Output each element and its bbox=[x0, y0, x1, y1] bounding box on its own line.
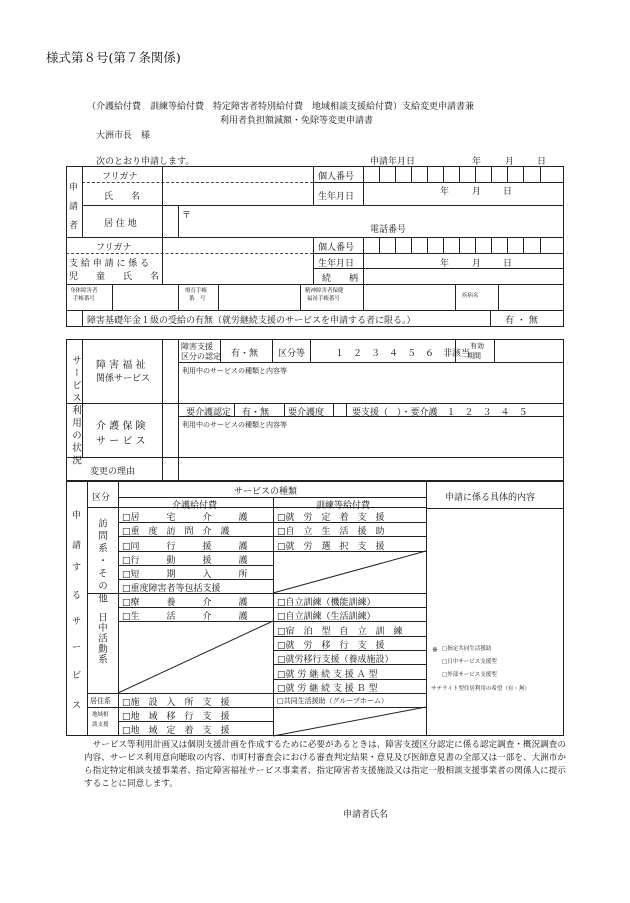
care-in-use-label: 利用中のサービスの種類と内容等 bbox=[182, 421, 287, 429]
support-levels: １ ２ ３ ４ ５ ６ 非該当 bbox=[335, 349, 471, 359]
physical-handbook-label-2: 手帳番号 bbox=[73, 296, 96, 302]
usage-side-label: サービス利用の状況 bbox=[70, 355, 81, 468]
continued-employment-a-checkbox[interactable]: □就 労 継 続 支 援 Ａ 型 bbox=[277, 670, 378, 680]
valid-period-label-2: 期間 bbox=[467, 352, 481, 360]
residence-group-label: 居住系 bbox=[90, 697, 111, 705]
care-levels: 要支援（ ）・要介護 １ ２ ３ ４ ５ bbox=[352, 408, 528, 418]
child-dob-label: 生年月日 bbox=[318, 259, 355, 269]
phone-label: 電話番号 bbox=[370, 225, 407, 235]
welfare-label-1: 障 害 福 祉 bbox=[96, 360, 146, 371]
change-reason-label: 変更の理由 bbox=[90, 467, 136, 477]
mental-handbook-label-1: 精神障害者保健 bbox=[305, 288, 344, 294]
services-side-1: 申 bbox=[72, 511, 82, 521]
valid-period-label-1: 有効 bbox=[470, 342, 484, 350]
rehab-handbook-label-1: 療育手帳 bbox=[185, 288, 208, 294]
life-training-checkbox[interactable]: □自立訓練（生活訓練） bbox=[277, 612, 376, 622]
pension-yes-no: 有 ・ 無 bbox=[505, 316, 538, 326]
child-furigana-label: フリガナ bbox=[96, 243, 132, 253]
care-cert-label: 要介護認定 bbox=[186, 408, 232, 418]
services-side-7: ビ bbox=[72, 671, 82, 681]
accompany-support-checkbox[interactable]: □同 行 援 護 bbox=[122, 542, 248, 552]
community-group-label-1: 地域相 bbox=[92, 712, 109, 718]
applicant-furigana-label: フリガナ bbox=[102, 172, 138, 182]
applicant-side-2: 請 bbox=[69, 202, 79, 212]
community-settlement-checkbox[interactable]: □地 域 定 着 支 援 bbox=[122, 726, 230, 736]
support-cert-yes-no: 有・無 bbox=[231, 349, 259, 359]
employment-transition-training-checkbox[interactable]: □就労移行支援（養成施設） bbox=[277, 655, 394, 665]
service-type-header: サービスの種類 bbox=[234, 487, 298, 497]
app-month: 月 bbox=[505, 157, 515, 167]
form-title-line2: 利用者負担額減額・免除等変更申請書 bbox=[220, 116, 374, 126]
home-care-checkbox[interactable]: □居 宅 介 護 bbox=[122, 513, 248, 523]
services-side-2: 請 bbox=[72, 541, 82, 551]
visit-group-label: 訪問系・その他 bbox=[96, 518, 107, 606]
services-side-6: ー bbox=[72, 643, 82, 653]
severe-visit-care-checkbox[interactable]: □重 度 訪 問 介 護 bbox=[122, 527, 230, 537]
physical-handbook-label-1: 身体障害者 bbox=[70, 288, 98, 294]
application-date-label: 申請年月日 bbox=[370, 157, 416, 167]
care-degree-label: 要介護度 bbox=[288, 408, 325, 418]
form-title-line1: （介護給付費 訓練等給付費 特定障害者特別給付費 地域相談支援給付費）支給変更申請書兼 bbox=[87, 102, 475, 112]
specifics-header: 申請に係る具体的内容 bbox=[445, 493, 536, 503]
day-group-label: 日中活動系 bbox=[96, 612, 107, 665]
signature-label: 申請者氏名 bbox=[343, 810, 389, 820]
care-insurance-label-1: 介 護 保 険 bbox=[96, 421, 146, 432]
division-header: 区分 bbox=[92, 493, 111, 503]
applicant-address-label: 居 住 地 bbox=[104, 219, 137, 229]
child-personal-no-label: 個人番号 bbox=[318, 243, 355, 253]
app-day: 日 bbox=[537, 157, 547, 167]
employment-transition-checkbox[interactable]: □就 労 移 行 支 援 bbox=[277, 641, 385, 651]
welfare-label-2: 関係サービス bbox=[96, 374, 151, 384]
services-side-3: す bbox=[72, 563, 82, 573]
community-transition-checkbox[interactable]: □地 域 移 行 支 援 bbox=[122, 712, 230, 722]
mental-handbook-label-2: 福祉手帳番号 bbox=[307, 296, 341, 302]
child-dob-day: 日 bbox=[503, 259, 513, 269]
satellite-preference: サテライト型住居利用の希望（有・無） bbox=[431, 686, 530, 692]
group-home-checkbox[interactable]: □共同生活援助（グループホーム） bbox=[277, 697, 389, 705]
daytime-gh-checkbox[interactable]: □日中サービス支援型 bbox=[442, 659, 497, 665]
consent-statement: サービス等利用計画又は個別支援計画を作成するために必要があるときは、障害支援区分認定に係る認定調査・概況調査の内容、サービス利用意向聴取の内容、市町村審査会における審査判定結果・意見及び医師意見書の全部又は一部を、大洲市から指定特定相談支援事業者、指定障害福祉サービス事業者、指定障害者支援施設又は指定一般相談支援事業者の関係人に提示することに同意します。 bbox=[84, 740, 566, 789]
applicant-side-1: 申 bbox=[69, 183, 79, 193]
designated-gh-checkbox[interactable]: □指定共同生活援助 bbox=[442, 646, 492, 652]
child-name-label-2: 児 童 氏 名 bbox=[69, 272, 160, 282]
comprehensive-support-checkbox[interactable]: □重度障害者等包括支援 bbox=[122, 584, 221, 594]
addressee: 大洲市長 様 bbox=[96, 131, 151, 141]
child-relation-label: 続 柄 bbox=[322, 274, 359, 284]
applicant-dob-year: 年 bbox=[440, 187, 450, 197]
applicant-personal-no-label: 個人番号 bbox=[318, 172, 355, 182]
applicant-dob-label: 生年月日 bbox=[318, 192, 355, 202]
independent-living-checkbox[interactable]: □自 立 生 活 援 助 bbox=[277, 527, 385, 537]
services-side-4: る bbox=[72, 591, 82, 601]
training-benefit-header: 訓練等給付費 bbox=[316, 501, 371, 511]
life-care-checkbox[interactable]: □生 活 介 護 bbox=[122, 612, 248, 622]
employment-retention-checkbox[interactable]: □就 労 定 着 支 援 bbox=[277, 513, 385, 523]
care-cert-yes-no: 有・無 bbox=[242, 408, 270, 418]
disease-label: 疾病名 bbox=[462, 293, 479, 299]
intro-text: 次のとおり申請します。 bbox=[96, 157, 195, 167]
welfare-in-use-label: 利用中のサービスの種類と内容等 bbox=[182, 367, 287, 375]
child-dob-month: 月 bbox=[472, 259, 482, 269]
pension-question: 障害基礎年金１級の受給の有無（就労継続支援のサービスを申請する者に限る。） bbox=[87, 316, 416, 326]
residential-training-checkbox[interactable]: □宿 泊 型 自 立 訓 練 bbox=[277, 627, 403, 637]
category-label: 区分等 bbox=[278, 349, 306, 359]
care-insurance-label-2: サ ー ビ ス bbox=[96, 436, 146, 447]
rehab-handbook-label-2: 番 号 bbox=[189, 296, 206, 302]
community-group-label-2: 談支援 bbox=[92, 722, 109, 728]
postal-mark: 〒 bbox=[182, 211, 192, 221]
care-benefit-header: 介護給付費 bbox=[172, 501, 218, 511]
child-dob-year: 年 bbox=[440, 259, 450, 269]
group-home-mark: ※ bbox=[432, 646, 438, 654]
form-number: 様式第８号(第７条関係) bbox=[46, 50, 181, 65]
support-cert-label-2: 区分の認定 bbox=[181, 352, 221, 361]
applicant-side-3: 者 bbox=[69, 221, 79, 231]
support-cert-label-1: 障害支援 bbox=[181, 342, 213, 351]
applicant-name-label: 氏 名 bbox=[104, 192, 141, 202]
services-side-8: ス bbox=[72, 701, 82, 711]
employment-selection-checkbox[interactable]: □就 労 選 択 支 援 bbox=[277, 542, 385, 552]
medical-care-checkbox[interactable]: □療 養 介 護 bbox=[122, 598, 248, 608]
applicant-dob-month: 月 bbox=[472, 187, 482, 197]
behavior-support-checkbox[interactable]: □行 動 援 護 bbox=[122, 556, 248, 566]
app-year: 年 bbox=[472, 157, 482, 167]
continued-employment-b-checkbox[interactable]: □就 労 継 続 支 援 Ｂ 型 bbox=[277, 684, 378, 694]
short-stay-checkbox[interactable]: □短 期 入 所 bbox=[122, 570, 248, 580]
external-gh-checkbox[interactable]: □外部サービス支援型 bbox=[442, 672, 497, 678]
functional-training-checkbox[interactable]: □自立訓練（機能訓練） bbox=[277, 598, 376, 608]
services-side-5: サ bbox=[72, 617, 82, 627]
child-name-label-1: 支 給 申 請 に 係 る bbox=[69, 259, 150, 269]
applicant-dob-day: 日 bbox=[503, 187, 513, 197]
facility-support-checkbox[interactable]: □施 設 入 所 支 援 bbox=[122, 698, 230, 708]
